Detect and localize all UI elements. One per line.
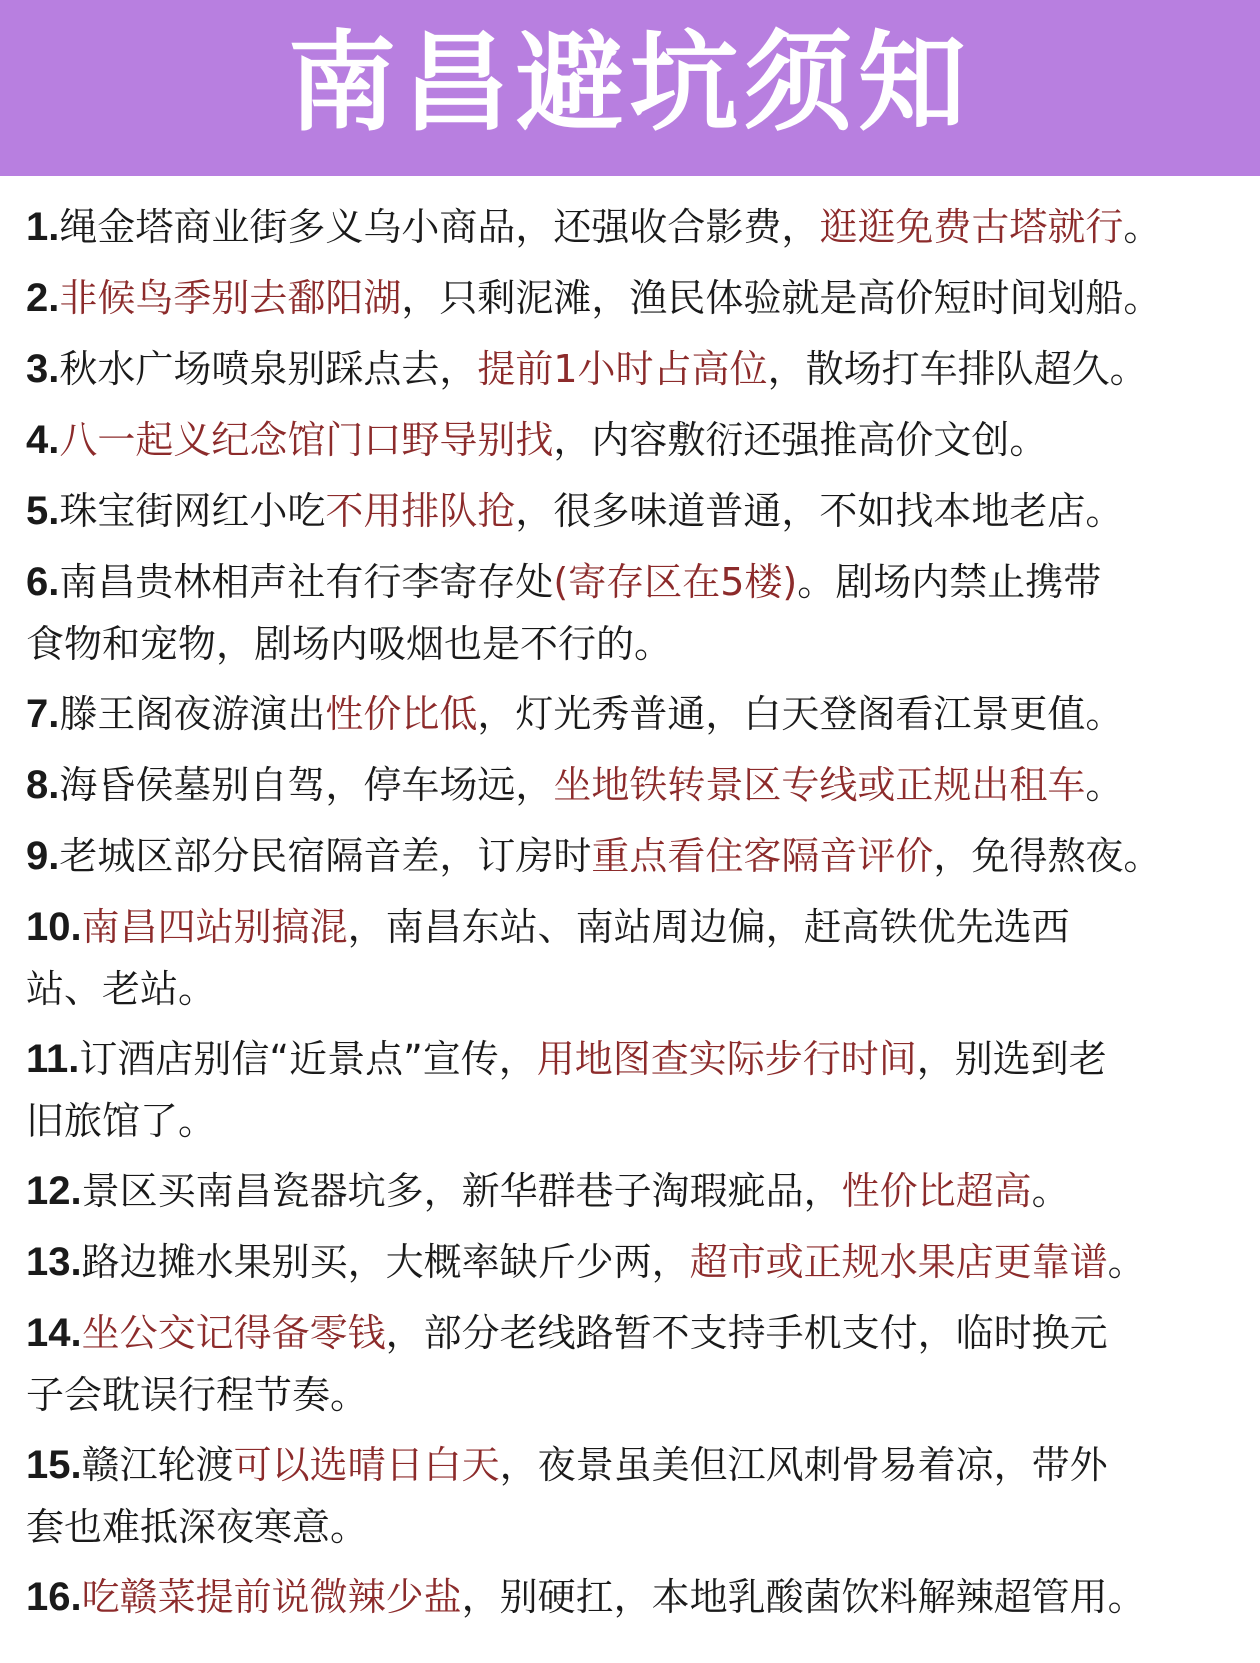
tip-text: 秋水广场喷泉别踩点去， — [59, 347, 478, 391]
tip-highlight-text: 用地图查实际步行时间 — [536, 1037, 917, 1081]
tip-text: 海昏侯墓别自驾，停车场远， — [59, 763, 554, 807]
tip-text: ，别选到老旧旅馆了。 — [26, 1037, 1107, 1143]
tip-item — [26, 1028, 1136, 1152]
tip-text: 赣江轮渡 — [81, 1443, 234, 1487]
tip-number: 3. — [26, 347, 60, 391]
tip-number: 1. — [26, 205, 60, 249]
tip-text: 订酒店别信“近景点”宣传， — [79, 1037, 537, 1081]
tip-item — [26, 480, 1246, 542]
tip-text: 老城区部分民宿隔音差，订房时 — [59, 834, 592, 878]
tip-item — [26, 196, 1246, 258]
tip-text: 。 — [1107, 1240, 1146, 1284]
tip-highlight-text: 吃赣菜提前说微辣少盐 — [81, 1575, 462, 1619]
tip-number: 8. — [26, 763, 60, 807]
tip-text: ，很多味道普通，不如找本地老店。 — [515, 489, 1124, 533]
tip-text: ，免得熬夜。 — [933, 834, 1162, 878]
tip-highlight-text: 非候鸟季别去鄱阳湖 — [59, 276, 402, 320]
tip-number: 4. — [26, 418, 60, 462]
tip-highlight-text: 性价比超高 — [841, 1169, 1032, 1213]
tip-number: 2. — [26, 276, 60, 320]
tip-item — [26, 1231, 1246, 1293]
tip-number: 14. — [26, 1311, 82, 1355]
tip-item — [26, 1160, 1246, 1222]
tip-number: 11. — [26, 1037, 80, 1081]
tip-text: 绳金塔商业街多义乌小商品，还强收合影费， — [59, 205, 820, 249]
tip-text: ，只剩泥滩，渔民体验就是高价短时间划船。 — [401, 276, 1162, 320]
page-title: 南昌避坑须知 — [287, 21, 972, 146]
tip-item — [26, 267, 1246, 329]
tip-number: 15. — [26, 1443, 82, 1487]
tip-text: ，内容敷衍还强推高价文创。 — [553, 418, 1048, 462]
tip-text: ，别硬扛，本地乳酸菌饮料解辣超管用。 — [461, 1575, 1146, 1619]
tip-text: 路边摊水果别买，大概率缺斤少两， — [81, 1240, 690, 1284]
tip-item — [26, 825, 1246, 887]
tip-item — [26, 409, 1246, 471]
tip-text: ，南昌东站、南站周边偏，赶高铁优先选西站、老站。 — [26, 905, 1070, 1011]
tip-highlight-text: 南昌四站别搞混 — [81, 905, 348, 949]
tip-highlight-text: 逛逛免费古塔就行 — [819, 205, 1124, 249]
tip-number: 13. — [26, 1240, 82, 1284]
tip-text: 。 — [1123, 205, 1162, 249]
tip-highlight-text: 重点看住客隔音评价 — [591, 834, 934, 878]
tip-item — [26, 551, 1136, 675]
tip-text: 。 — [1085, 763, 1124, 807]
tip-text: 。剧场内禁止携带食物和宠物，剧场内吸烟也是不行的。 — [26, 560, 1102, 666]
tip-item — [26, 754, 1246, 816]
tip-highlight-text: 不用排队抢 — [325, 489, 516, 533]
tip-text: ，夜景虽美但江风刺骨易着凉，带外套也难抵深夜寒意。 — [26, 1443, 1108, 1549]
tip-number: 9. — [26, 834, 60, 878]
tip-item — [26, 896, 1136, 1020]
tip-text: 滕王阁夜游演出 — [59, 692, 326, 736]
tip-highlight-text: 坐地铁转景区专线或正规出租车 — [553, 763, 1086, 807]
tip-number: 12. — [26, 1169, 82, 1213]
tip-number: 5. — [26, 489, 60, 533]
tip-text: ，部分老线路暂不支持手机支付，临时换元子会耽误行程节奏。 — [26, 1311, 1108, 1417]
tip-text: 。 — [1031, 1169, 1070, 1213]
tip-item — [26, 1566, 1246, 1628]
tip-item — [26, 1302, 1136, 1426]
tip-text: ，散场打车排队超久。 — [767, 347, 1148, 391]
tip-highlight-text: 提前1小时占高位 — [477, 347, 768, 391]
tip-highlight-text: 可以选晴日白天 — [233, 1443, 500, 1487]
tip-number: 7. — [26, 692, 60, 736]
header-banner — [0, 0, 1260, 176]
tip-highlight-text: 坐公交记得备零钱 — [81, 1311, 386, 1355]
tip-highlight-text: 超市或正规水果店更靠谱 — [689, 1240, 1108, 1284]
tip-item — [26, 683, 1246, 745]
tip-highlight-text: 八一起义纪念馆门口野导别找 — [59, 418, 554, 462]
tip-text: 景区买南昌瓷器坑多，新华群巷子淘瑕疵品， — [81, 1169, 842, 1213]
tip-text: 南昌贵林相声社有行李寄存处 — [59, 560, 554, 604]
tip-number: 10. — [26, 905, 82, 949]
tips-list — [26, 196, 1246, 1637]
tip-item — [26, 338, 1246, 400]
tip-highlight-text: (寄存区在5楼) — [553, 560, 798, 604]
tip-text: ，灯光秀普通，白天登阁看江景更值。 — [477, 692, 1124, 736]
tip-number: 6. — [26, 560, 60, 604]
tip-number: 16. — [26, 1575, 82, 1619]
tip-text: 珠宝街网红小吃 — [59, 489, 326, 533]
tip-highlight-text: 性价比低 — [325, 692, 478, 736]
tip-item — [26, 1434, 1136, 1558]
